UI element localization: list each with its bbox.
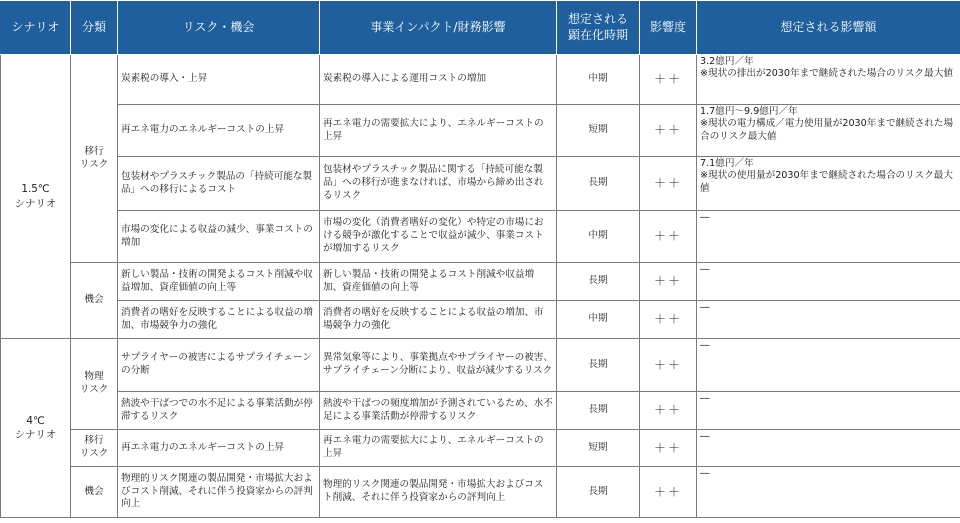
degree-cell: ＋＋ [640,105,697,157]
amount-cell: ― [697,263,960,301]
timing-cell: 中期 [557,211,640,263]
amount-cell: 7.1億円／年 ※現状の使用量が2030年まで継続された場合のリスク最大値 [697,157,960,211]
timing-cell: 長期 [557,157,640,211]
degree-cell: ＋＋ [640,467,697,518]
category-cell: 機会 [71,467,118,518]
header-category: 分類 [71,1,118,55]
degree-cell: ＋＋ [640,263,697,301]
degree-cell: ＋＋ [640,55,697,105]
timing-cell: 長期 [557,339,640,392]
header-degree: 影響度 [640,1,697,55]
header-business-impact: 事業インパクト/財務影響 [320,1,557,55]
category-cell: 物理 リスク [71,339,118,430]
risk-cell: 消費者の嗜好を反映することによる収益の増加、市場競争力の強化 [118,301,320,339]
timing-cell: 長期 [557,467,640,518]
amount-cell: 3.2億円／年 ※現状の排出が2030年まで継続された場合のリスク最大値 [697,55,960,105]
risk-cell: 炭素税の導入・上昇 [118,55,320,105]
header-row [1,1,960,55]
amount-cell: 1.7億円～9.9億円／年 ※現状の電力構成／電力使用量が2030年まで継続された場合のリスク最大値 [697,105,960,157]
impact-cell: 包装材やプラスチック製品に関する「持続可能な製品」への移行が進まなければ、市場から締め出されるリスク [320,157,557,211]
table-row [1,211,960,263]
risk-cell: 物理的リスク関連の製品開発・市場拡大およびコスト削減、それに伴う投資家からの評判向上 [118,467,320,518]
impact-cell: 炭素税の導入による運用コストの増加 [320,55,557,105]
header-timing: 想定される 顕在化時期 [557,1,640,55]
risk-cell: 再エネ電力のエネルギーコストの上昇 [118,430,320,467]
category-cell: 移行 リスク [71,430,118,467]
risk-cell: 市場の変化による収益の減少、事業コストの増加 [118,211,320,263]
impact-cell: 再エネ電力の需要拡大により、エネルギーコストの上昇 [320,105,557,157]
timing-cell: 長期 [557,263,640,301]
impact-cell: 消費者の嗜好を反映することによる収益の増加、市場競争力の強化 [320,301,557,339]
risk-cell: 再エネ電力のエネルギーコストの上昇 [118,105,320,157]
degree-cell: ＋＋ [640,211,697,263]
scenario-cell: 4℃ シナリオ [1,339,71,518]
category-cell: 移行 リスク [71,55,118,263]
amount-cell: ― [697,467,960,518]
degree-cell: ＋＋ [640,339,697,392]
amount-cell: ― [697,430,960,467]
impact-cell: 異常気象等により、事業拠点やサプライヤーの被害、サプライチェーン分断により、収益が減少するリスク [320,339,557,392]
timing-cell: 長期 [557,392,640,430]
table-body [1,55,960,518]
table-row [1,55,960,105]
scenario-cell: 1.5℃ シナリオ [1,55,71,339]
impact-cell: 新しい製品・技術の開発よるコスト削減や収益増加、資産価値の向上等 [320,263,557,301]
impact-cell: 再エネ電力の需要拡大により、エネルギーコストの上昇 [320,430,557,467]
timing-cell: 短期 [557,430,640,467]
table-row [1,105,960,157]
header-risk-opportunity: リスク・機会 [118,1,320,55]
amount-cell: ― [697,339,960,392]
risk-cell: 新しい製品・技術の開発よるコスト削減や収益増加、資産価値の向上等 [118,263,320,301]
header-scenario: シナリオ [1,1,71,55]
degree-cell: ＋＋ [640,301,697,339]
table-row [1,301,960,339]
table-row [1,157,960,211]
impact-cell: 熱波や干ばつの頻度増加が予測されているため、水不足による事業活動が停滞するリスク [320,392,557,430]
timing-cell: 中期 [557,301,640,339]
timing-cell: 短期 [557,105,640,157]
table-row [1,430,960,467]
risk-cell: 包装材やプラスチック製品の「持続可能な製品」への移行によるコスト [118,157,320,211]
amount-cell: ― [697,211,960,263]
impact-cell: 物理的リスク関連の製品開発・市場拡大およびコスト削減、それに伴う投資家からの評判向上 [320,467,557,518]
risk-cell: 熱波や干ばつでの水不足による事業活動が停滞するリスク [118,392,320,430]
amount-cell: ― [697,301,960,339]
table-row [1,263,960,301]
timing-cell: 中期 [557,55,640,105]
table-row [1,467,960,518]
impact-cell: 市場の変化（消費者嗜好の変化）や特定の市場における競争が激化することで収益が減少、事業コストが増加するリスク [320,211,557,263]
risk-cell: サプライヤーの被害によるサプライチェーンの分断 [118,339,320,392]
header-impact-amount: 想定される影響額 [697,1,960,55]
degree-cell: ＋＋ [640,157,697,211]
degree-cell: ＋＋ [640,392,697,430]
table-row [1,339,960,392]
degree-cell: ＋＋ [640,430,697,467]
category-cell: 機会 [71,263,118,339]
amount-cell: ― [697,392,960,430]
table-row [1,392,960,430]
